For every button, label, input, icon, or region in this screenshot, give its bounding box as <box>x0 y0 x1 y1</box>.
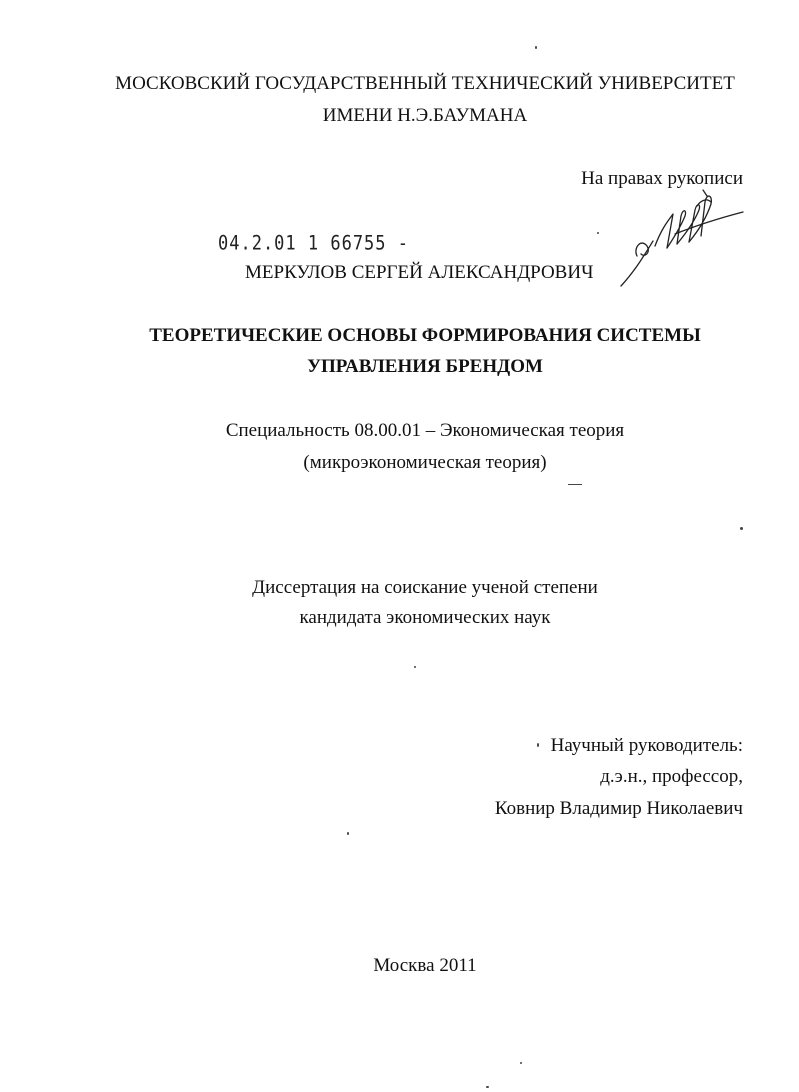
supervisor-name: Ковнир Владимир Николаевич <box>494 798 743 819</box>
scan-speck <box>520 1062 522 1064</box>
scan-dash <box>568 484 582 485</box>
scan-speck <box>486 1086 489 1088</box>
degree-line2: кандидата экономических наук <box>299 607 551 628</box>
scan-speck <box>597 232 599 234</box>
scan-speck <box>740 527 743 530</box>
thesis-title-line2: УПРАВЛЕНИЯ БРЕНДОМ <box>307 356 543 377</box>
thesis-title-line1: ТЕОРЕТИЧЕСКИЕ ОСНОВЫ ФОРМИРОВАНИЯ СИСТЕМЫ <box>149 325 701 346</box>
specialty-line1: Специальность 08.00.01 – Экономическая теория <box>225 420 625 441</box>
supervisor-label: Научный руководитель: <box>550 735 743 756</box>
signature-icon <box>615 186 750 291</box>
specialty-line2: (микроэкономическая теория) <box>303 452 547 473</box>
scan-speck <box>347 832 349 835</box>
supervisor-degree: д.э.н., профессор, <box>600 766 743 787</box>
city-year: Москва 2011 <box>373 955 477 976</box>
rights-note: На правах рукописи <box>581 168 743 189</box>
scan-speck <box>537 743 539 747</box>
author-name: МЕРКУЛОВ СЕРГЕЙ АЛЕКСАНДРОВИЧ <box>245 262 594 283</box>
degree-line1: Диссертация на соискание ученой степени <box>252 577 598 598</box>
university-name-line2: ИМЕНИ Н.Э.БАУМАНА <box>322 105 528 126</box>
scan-speck <box>535 46 537 49</box>
registration-stamp: 04.2.01 1 66755 - <box>218 232 409 255</box>
scan-speck <box>414 666 416 668</box>
university-name-line1: МОСКОВСКИЙ ГОСУДАРСТВЕННЫЙ ТЕХНИЧЕСКИЙ УНИВЕРСИТЕТ <box>115 73 735 94</box>
